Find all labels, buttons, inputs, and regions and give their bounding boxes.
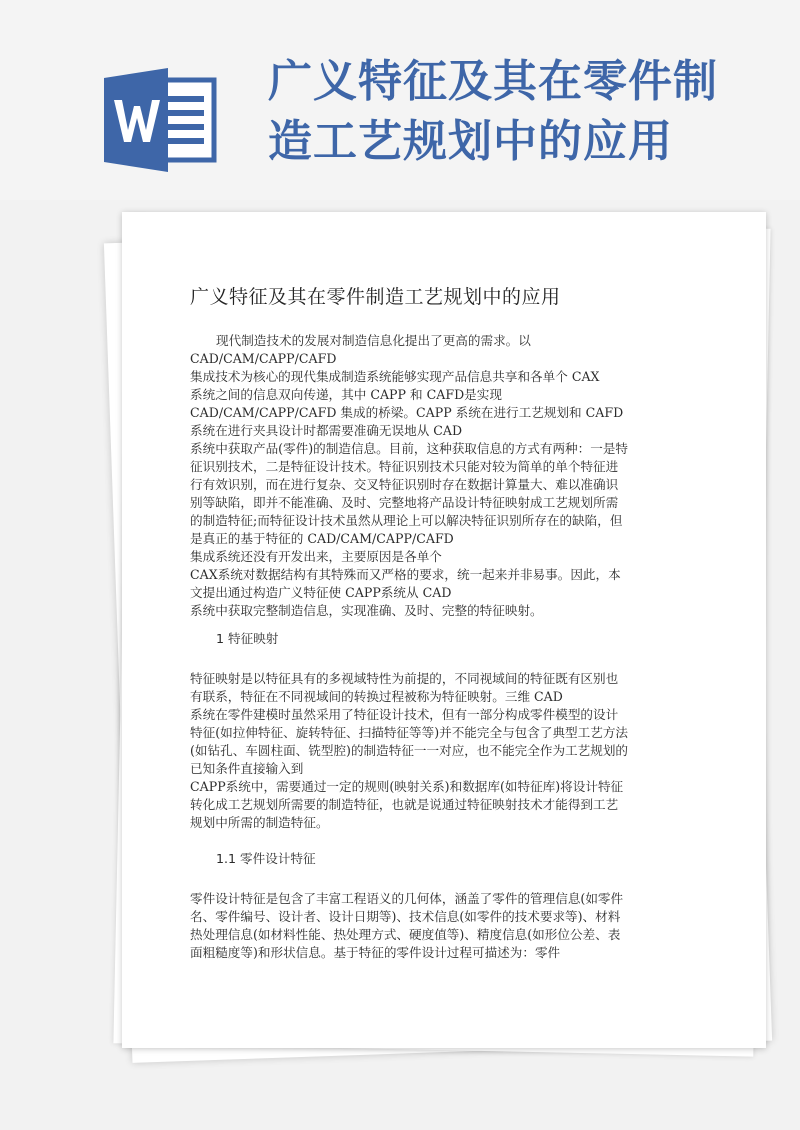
paragraph-line: 有联系，特征在不同视域间的转换过程被称为特征映射。三维 CAD bbox=[190, 689, 563, 704]
paragraph-line: 转化成工艺规划所需要的制造特征，也就是说通过特征映射技术才能得到工艺 bbox=[190, 797, 619, 812]
paragraph-line: 征识别技术，二是特征设计技术。特征识别技术只能对较为简单的单个特征进 bbox=[190, 459, 619, 474]
document-title: 广义特征及其在零件制造工艺规划中的应用 bbox=[190, 286, 561, 308]
paragraph-line: 的制造特征;而特征设计技术虽然从理论上可以解决特征识别所存在的缺陷，但 bbox=[190, 513, 623, 528]
paragraph-line: 面粗糙度等)和形状信息。基于特征的零件设计过程可描述为：零件 bbox=[190, 945, 561, 960]
paragraph-line: 系统之间的信息双向传递，其中 CAPP 和 CAFD是实现 bbox=[190, 387, 502, 402]
paragraph-line: 特征(如拉伸特征、旋转特征、扫描特征等等)并不能完全与包含了典型工艺方法 bbox=[190, 725, 629, 740]
paragraph-line: CAPP系统中，需要通过一定的规则(映射关系)和数据库(如特征库)将设计特征 bbox=[190, 779, 624, 794]
paragraph-line: 现代制造技术的发展对制造信息化提出了更高的需求。以 bbox=[216, 333, 531, 348]
banner-title-line-1: 广义特征及其在零件制 bbox=[268, 56, 718, 107]
paragraph-line: CAD/CAM/CAPP/CAFD bbox=[190, 351, 337, 366]
section-heading: 1 特征映射 bbox=[216, 631, 279, 646]
paragraph-line: 文提出通过构造广义特征使 CAPP系统从 CAD bbox=[190, 585, 452, 600]
paragraph-line: (如钻孔、车圆柱面、铣型腔)的制造特征一一对应，也不能完全作为工艺规划的 bbox=[190, 743, 629, 758]
paragraph-line: 别等缺陷，即并不能准确、及时、完整地将产品设计特征映射成工艺规划所需 bbox=[190, 495, 619, 510]
paragraph-line: 集成系统还没有开发出来，主要原因是各单个 bbox=[190, 549, 442, 564]
paragraph-line: 是真正的基于特征的 CAD/CAM/CAPP/CAFD bbox=[190, 531, 454, 546]
paragraph-line: 零件设计特征是包含了丰富工程语义的几何体，涵盖了零件的管理信息(如零件 bbox=[190, 891, 624, 906]
subsection-heading: 1.1 零件设计特征 bbox=[216, 851, 316, 866]
paragraph-line: 特征映射是以特征具有的多视域特性为前提的，不同视域间的特征既有区别也 bbox=[190, 671, 619, 686]
paragraph-line: 规划中所需的制造特征。 bbox=[190, 815, 329, 830]
paragraph-line: 集成技术为核心的现代集成制造系统能够实现产品信息共享和各单个 CAX bbox=[190, 369, 600, 384]
paragraph-line: CAD/CAM/CAPP/CAFD 集成的桥梁。CAPP 系统在进行工艺规划和 CAFD bbox=[190, 405, 624, 420]
banner-title-line-2: 造工艺规划中的应用 bbox=[268, 116, 673, 167]
paragraph-line: 系统在零件建模时虽然采用了特征设计技术，但有一部分构成零件模型的设计 bbox=[190, 707, 619, 722]
paragraph-line: 名、零件编号、设计者、设计日期等)、技术信息(如零件的技术要求等)、材料 bbox=[190, 909, 621, 924]
paragraph-line: 系统在进行夹具设计时都需要准确无误地从 CAD bbox=[190, 423, 463, 438]
paragraph-line: 系统中获取产品(零件)的制造信息。目前，这种获取信息的方式有两种：一是特 bbox=[190, 441, 629, 456]
paragraph-line: 系统中获取完整制造信息，实现准确、及时、完整的特征映射。 bbox=[190, 603, 543, 618]
paragraph-line: 热处理信息(如材料性能、热处理方式、硬度值等)、精度信息(如形位公差、表 bbox=[190, 927, 621, 942]
paragraph-line: 行有效识别，而在进行复杂、交叉特征识别时存在数据计算量大、难以准确识 bbox=[190, 477, 619, 492]
paragraph-line: CAX系统对数据结构有其特殊而又严格的要求，统一起来并非易事。因此，本 bbox=[190, 567, 621, 582]
paragraph-line: 已知条件直接输入到 bbox=[190, 761, 304, 776]
